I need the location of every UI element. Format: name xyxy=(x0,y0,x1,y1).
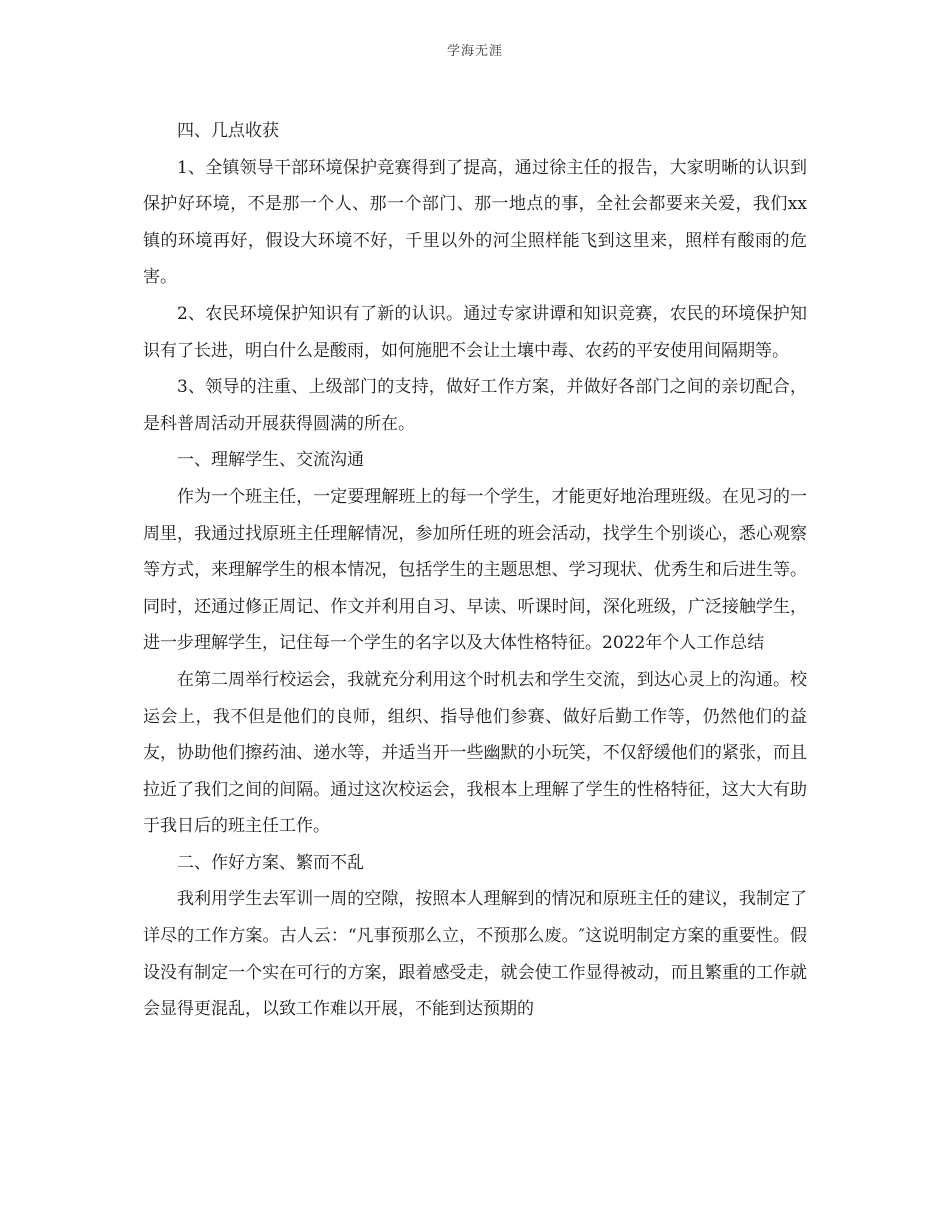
page-header: 学海无涯 xyxy=(446,44,503,59)
section-heading-plan: 二、作好方案、繁而不乱 xyxy=(177,852,364,873)
section-heading-harvest: 四、几点收获 xyxy=(177,121,279,141)
paragraph-1: 1、全镇领导干部环境保护竞赛得到了提高，通过徐主任的报告，大家明晰的认识到保护好环境，不是那一个人、那一个部门、那一地点的事，全社会都要来关爱，我们xx镇的环境再好，假设大环境不好，千里以外的河尘照样能飞到这里来，照样有酸雨的危害。 xyxy=(143,157,807,288)
paragraph-3: 3、领导的注重、上级部门的支持，做好工作方案，并做好各部门之间的亲切配合，是科普周活动开展获得圆满的所在。 xyxy=(143,377,807,434)
paragraph-2: 2、农民环境保护知识有了新的认识。通过专家讲谭和知识竞赛，农民的环境保护知识有了长进，明白什么是酸雨，如何施肥不会让土壤中毒、农药的平安使用间隔期等。 xyxy=(143,303,807,361)
paragraph-6: 我利用学生去军训一周的空隙，按照本人理解到的情况和原班主任的建议，我制定了详尽的工作方案。古人云：“凡事预那么立，不预那么废。″这说明制定方案的重要性。假设没有制定一个实在可行的方案，跟着感受走，就会使工作显得被动，而且繁重的工作就会显得更混乱，以致工作难以开展，不能到达预期的 xyxy=(143,889,807,1020)
section-heading-understand-students: 一、理解学生、交流沟通 xyxy=(177,450,364,471)
paragraph-5: 在第二周举行校运会，我就充分利用这个时机去和学生交流，到达心灵上的沟通。校运会上，我不但是他们的良师，组织、指导他们参赛、做好后勤工作等，仍然他们的益友，协助他们擦药油、递水等，并适当开一些幽默的小玩笑，不仅舒缓他们的紧张，而且拉近了我们之间的间隔。通过这次校运会，我根本上理解了学生的性格特征，这大大有助于我日后的班主任工作。 xyxy=(143,669,807,837)
paragraph-4: 作为一个班主任，一定要理解班上的每一个学生，才能更好地治理班级。在见习的一周里，我通过找原班主任理解情况，参加所任班的班会活动，找学生个别谈心，悉心观察等方式，来理解学生的根本情况，包括学生的主题思想、学习现状、优秀生和后进生等。同时，还通过修正周记、作文并利用自习、早读、听课时间，深化班级，广泛接触学生，进一步理解学生，记住每一个学生的名字以及大体性格特征。2022年个人工作总结 xyxy=(143,486,807,654)
document-body xyxy=(143,113,807,1028)
